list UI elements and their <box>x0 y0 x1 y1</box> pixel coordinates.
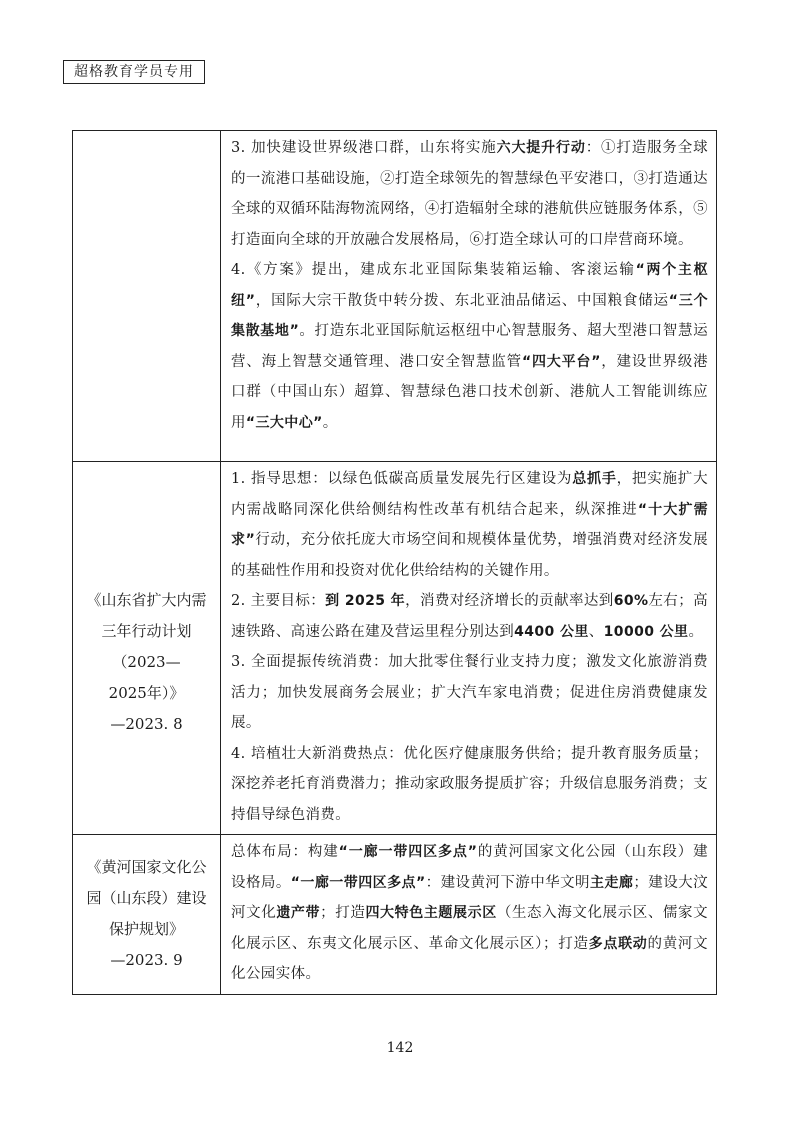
policy-table <box>72 130 717 995</box>
body-text: 的黄河文化公园实体。 <box>231 935 708 982</box>
emphasis-text: 10000 公里 <box>603 623 689 640</box>
body-text: ，把实施扩大内需战略同深化供给侧结构性改革有机结合起来，纵深推进 <box>231 471 708 518</box>
body-text: 的黄河国家文化公园（山东段）建设格局。 <box>231 844 708 891</box>
body-text: ，建设世界级港口群（中国山东）超算、智慧绿色港口技术创新、港航人工智能训练应用 <box>231 353 708 431</box>
body-text: 。 <box>322 414 338 431</box>
body-text: ，消费对经济增长的贡献率达到 <box>405 593 614 609</box>
emphasis-text: “三大中心” <box>245 414 323 431</box>
row-title <box>73 852 220 976</box>
emphasis-text: “十大扩需求” <box>231 501 708 548</box>
row-title-cell <box>73 462 221 835</box>
body-text: 。 <box>688 623 704 640</box>
title-line: 《山东省扩大内需 <box>86 590 207 609</box>
table-row <box>73 835 717 995</box>
emphasis-text: 遗产带 <box>276 905 321 921</box>
body-text: 3. 加快建设世界级港口群，山东将实施 <box>231 140 497 156</box>
emphasis-text: 总抓手 <box>572 471 617 487</box>
body-text: 2. 主要目标： <box>231 593 326 609</box>
body-text: 左右；高速铁路、高速公路在建及营运里程分别达到 <box>231 593 709 640</box>
row-content-cell <box>221 131 717 462</box>
title-line: （2023— <box>112 652 181 671</box>
title-line: 三年行动计划 <box>101 621 192 640</box>
row-content-cell <box>221 462 717 835</box>
body-text: （生态入海文化展示区、儒家文化展示区、东夷文化展示区、革命文化展示区）；打造 <box>231 905 709 952</box>
body-text: ，国际大宗干散货中转分拨、东北亚油品储运、中国粮食储运 <box>255 292 669 309</box>
page-number: 142 <box>386 1040 414 1056</box>
row-title-cell <box>73 835 221 995</box>
emphasis-text: “三个集散基地” <box>231 292 708 339</box>
table-row <box>73 131 717 462</box>
body-text: 行动，充分依托庞大市场空间和规模体量优势，增强消费对经济发展的基础性作用和投资对优化供给结构的关键作用。 <box>231 532 708 579</box>
title-line: —2023. 8 <box>110 714 183 733</box>
body-text: 4. 培植壮大新消费热点：优化医疗健康服务供给；提升教育服务质量；深挖养老托育消费潜力；推动家政服务提质扩容；升级信息服务消费；支持倡导绿色消费。 <box>231 745 708 823</box>
emphasis-text: 六大提升行动 <box>496 140 586 156</box>
emphasis-text: 多点联动 <box>588 935 648 952</box>
emphasis-text: “四大平台” <box>521 353 601 370</box>
title-line: 保护规划》 <box>108 920 184 939</box>
emphasis-text: “一廊一带四区多点” <box>338 844 478 860</box>
content-paragraph <box>231 133 708 255</box>
emphasis-text: 到 2025 年 <box>325 593 406 609</box>
table-row <box>73 462 717 835</box>
body-text: 4.《方案》提出，建成东北亚国际集装箱运输、客滚运输 <box>231 262 636 278</box>
emphasis-text: 60% <box>613 593 649 609</box>
emphasis-text: 四大特色主题展示区 <box>365 905 497 921</box>
body-text: 3. 全面提振传统消费：加大批零住餐行业支持力度；激发文化旅游消费活力；加快发展商务会展业；扩大汽车家电消费；促进住房消费健康发展。 <box>231 654 708 731</box>
body-text: 、 <box>588 623 604 640</box>
emphasis-text: “两个主枢纽” <box>231 262 709 309</box>
body-text: 。打造东北亚国际航运枢纽中心智慧服务、超大型港口智慧运营、海上智慧交通管理、港口安全智慧监管 <box>231 323 708 370</box>
content-paragraph <box>231 739 708 831</box>
body-text: 总体布局：构建 <box>231 844 339 860</box>
row-content-cell <box>221 835 717 995</box>
body-text: ：建设黄河下游中华文明 <box>425 874 590 891</box>
title-line: —2023. 9 <box>110 951 183 970</box>
title-line: 园（山东段）建设 <box>86 889 207 908</box>
title-line: 《黄河国家文化公 <box>86 858 207 877</box>
title-line: 2025年）》 <box>108 683 185 702</box>
content-paragraph <box>231 255 708 438</box>
emphasis-text: 4400 公里 <box>514 623 589 640</box>
content-paragraph <box>231 586 708 647</box>
row-title-cell <box>73 131 221 462</box>
content-paragraph <box>231 837 708 990</box>
header-label: 超格教育学员专用 <box>63 60 205 84</box>
emphasis-text: “一廊一带四区多点” <box>290 874 426 891</box>
body-text: 1. 指导思想：以绿色低碳高质量发展先行区建设为 <box>231 471 573 487</box>
emphasis-text: 主走廊 <box>590 874 634 891</box>
row-title <box>73 557 220 740</box>
body-text: ；打造 <box>320 905 366 921</box>
body-text: ：①打造服务全球的一流港口基础设施，②打造全球领先的智慧绿色平安港口，③打造通达全球的双循环陆海物流网络，④打造辐射全球的港航供应链服务体系，⑤打造面向全球的开放融合发展格局，⑥打造全球认可的口岸营商环境。 <box>231 140 709 248</box>
body-text: ；建设大汶河文化 <box>231 874 709 921</box>
content-paragraph <box>231 464 708 586</box>
content-paragraph <box>231 647 708 739</box>
